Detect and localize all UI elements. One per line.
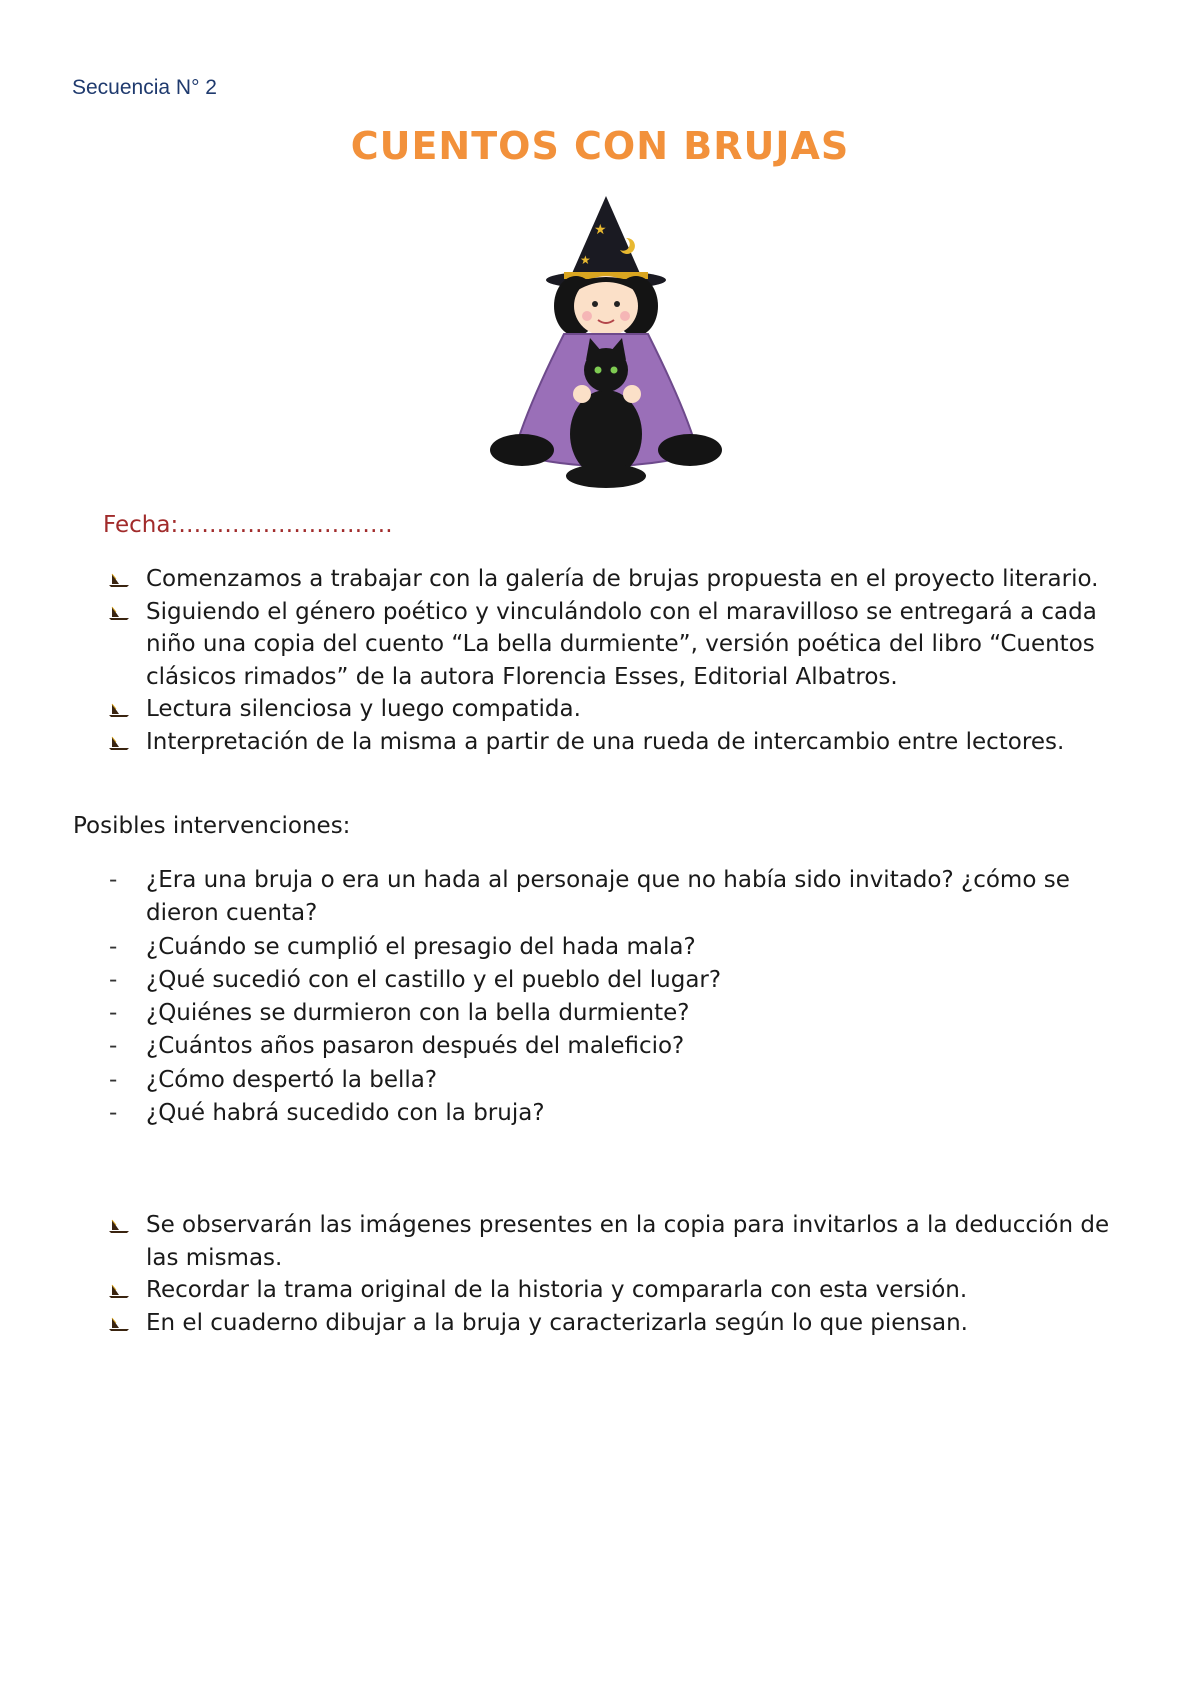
list-item <box>104 1097 1144 1130</box>
list-item <box>104 1274 1144 1307</box>
svg-text:★: ★ <box>580 253 591 267</box>
question-text: ¿Era una bruja o era un hada al personaje que no había sido invitado? ¿cómo se dieron cuenta? <box>146 867 1070 927</box>
questions-list <box>104 864 1144 1130</box>
date-field-label: Fecha:………………………. <box>103 512 393 538</box>
dash-bullet: - <box>109 867 118 893</box>
question-text: ¿Qué habrá sucedido con la bruja? <box>146 1100 545 1127</box>
activities-list <box>104 563 1144 759</box>
witch-hat-bullet-icon <box>108 571 130 589</box>
question-text: ¿Qué sucedió con el castillo y el pueblo del lugar? <box>146 966 722 993</box>
list-item <box>104 726 1144 759</box>
witch-hat-bullet-icon <box>108 734 130 752</box>
witch-hat-bullet-icon <box>108 1315 130 1333</box>
witch-hat-bullet-icon <box>108 1217 130 1235</box>
list-item <box>104 1030 1144 1063</box>
witch-hat-bullet-icon <box>108 604 130 622</box>
dash-bullet: - <box>109 933 118 960</box>
list-item <box>104 596 1144 694</box>
dash-bullet: - <box>109 1033 118 1060</box>
question-text: ¿Cuántos años pasaron después del maleficio? <box>146 1033 685 1060</box>
list-item-text: Lectura silenciosa y luego compatida. <box>146 696 581 723</box>
list-item <box>104 931 1144 964</box>
closing-activities-list <box>104 1209 1144 1339</box>
list-item-text: Comenzamos a trabajar con la galería de brujas propuesta en el proyecto literario. <box>146 566 1099 592</box>
list-item <box>104 997 1144 1030</box>
question-text: ¿Cómo despertó la bella? <box>146 1066 438 1093</box>
list-item <box>104 693 1144 726</box>
witch-hat-bullet-icon <box>108 1282 130 1300</box>
list-item-text: Interpretación de la misma a partir de una rueda de intercambio entre lectores. <box>146 728 1065 755</box>
witch-with-black-cat-illustration <box>478 194 734 494</box>
dash-bullet: - <box>109 1066 118 1093</box>
list-item-text: Siguiendo el género poético y vinculándolo con el maravilloso se entregará a cada niño una copia del cuento “La bella durmiente”, versión poética del libro “Cuentos clásicos rimados” de la autora Florencia Esses, Editorial Albatros. <box>146 598 1097 690</box>
dash-bullet: - <box>109 966 118 993</box>
question-text: ¿Cuándo se cumplió el presagio del hada mala? <box>146 933 696 960</box>
list-item-text: En el cuaderno dibujar a la bruja y caracterizarla según lo que piensan. <box>146 1309 968 1336</box>
dash-bullet: - <box>109 1000 118 1027</box>
list-item <box>104 964 1144 997</box>
list-item <box>104 1209 1144 1274</box>
svg-text:★: ★ <box>594 222 607 238</box>
list-item-text: Recordar la trama original de la historia y compararla con esta versión. <box>146 1277 968 1304</box>
interventions-heading: Posibles intervenciones: <box>73 813 351 839</box>
question-text: ¿Quiénes se durmieron con la bella durmiente? <box>146 1000 690 1027</box>
list-item-text: Se observarán las imágenes presentes en la copia para invitarlos a la deducción de las mismas. <box>146 1212 1110 1271</box>
page-title: CUENTOS CON BRUJAS <box>350 124 850 168</box>
list-item <box>104 563 1144 596</box>
dash-bullet: - <box>109 1100 118 1127</box>
sequence-label: Secuencia N° 2 <box>72 76 217 99</box>
list-item <box>104 1064 1144 1097</box>
witch-hat-bullet-icon <box>108 701 130 719</box>
list-item <box>104 1307 1144 1340</box>
list-item <box>104 864 1144 931</box>
